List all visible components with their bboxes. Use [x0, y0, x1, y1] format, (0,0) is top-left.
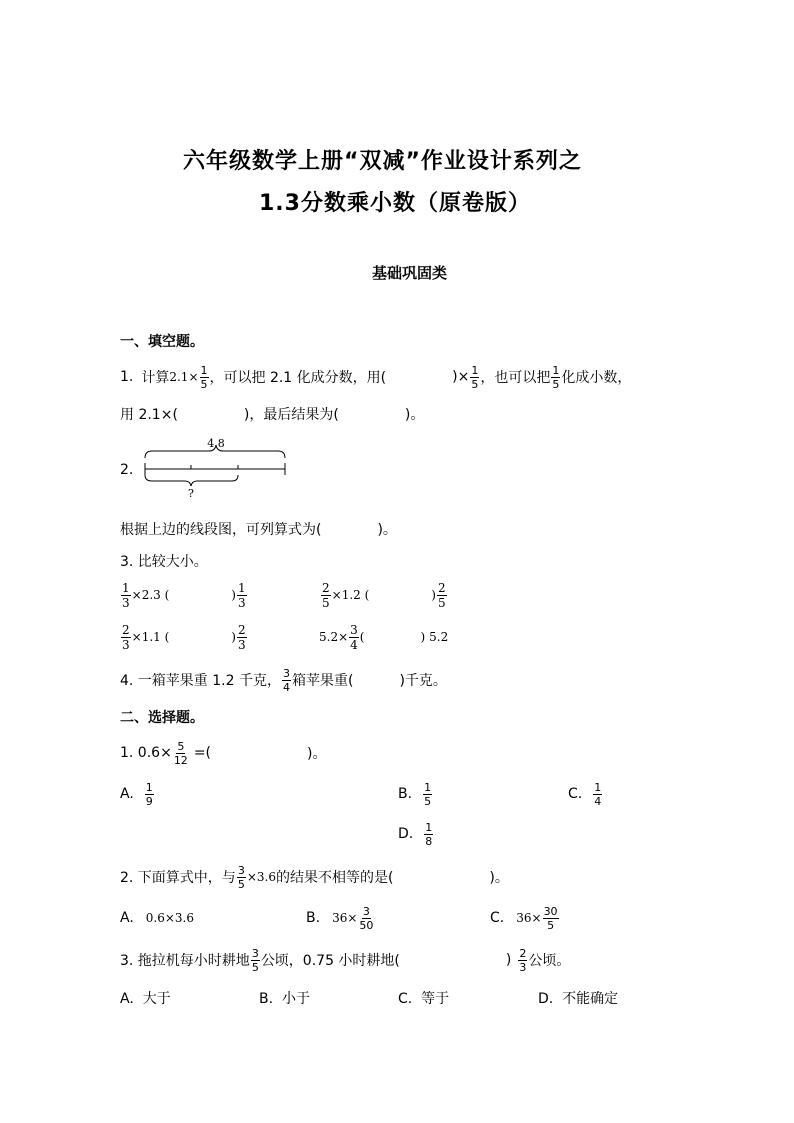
s2-q3-option-c[interactable] [398, 988, 449, 1008]
compare-4-pre: 5.2× [319, 630, 349, 644]
compare-3-frac: $\frac{2}{3}$ [122, 622, 130, 652]
s2-q1-option-b[interactable] [398, 778, 433, 810]
option-a-frac: $\frac{1}{9}$ [145, 780, 153, 808]
s2-q1 [120, 736, 326, 770]
compare-2-rfrac: $\frac{2}{5}$ [437, 580, 446, 610]
s1-q1-frac3: $\frac{1}{5}$ [552, 363, 560, 391]
s2-q2-option-a-label: A. [120, 910, 134, 926]
compare-3-mid: ×1.1 ( [131, 630, 170, 644]
s1-q1-text5: 化成小数， [561, 370, 632, 386]
compare-2-close: ) [431, 588, 436, 602]
s1-q1-line1 [120, 362, 631, 392]
compare-item-2 [320, 578, 448, 612]
line-segment-diagram [140, 434, 300, 504]
s1-q3-heading: 3. 比较大小。 [120, 554, 208, 570]
s2-q3-option-d-text: 不能确定 [562, 991, 619, 1007]
title-line-1: 六年级数学上册“双减”作业设计系列之 [183, 149, 582, 174]
s2-q2 [120, 860, 509, 894]
s2-q3-frac1: $\frac{3}{5}$ [251, 946, 259, 974]
s1-q1-frac1: $\frac{1}{5}$ [200, 363, 208, 391]
compare-4-close: ) [420, 630, 426, 644]
s1-q1-text2: ，可以把 2.1 化成分数，用( [209, 370, 387, 386]
s2-q3-d: 公顷。 [528, 953, 571, 969]
s2-q2-frac: $\frac{3}{5}$ [237, 863, 245, 891]
option-b-frac: $\frac{1}{5}$ [424, 780, 432, 808]
s1-q2-text [120, 519, 397, 539]
s1-q1-expr: 2.1× [169, 370, 199, 384]
s2-q3-option-c-label: C. [398, 991, 413, 1007]
compare-item-1 [120, 578, 248, 612]
s2-q2-option-a-text: 0.6×3.6 [145, 911, 195, 925]
s2-q1-frac: $\frac{5}{12}$ [173, 739, 188, 767]
s2-q2-option-b-frac: $\frac{3}{50}$ [359, 904, 374, 932]
s2-q3-a: 3. 拖拉机每小时耕地 [120, 953, 250, 969]
subheading: 基础巩固类 [372, 264, 448, 282]
compare-item-3 [120, 620, 248, 654]
compare-1-close: ) [231, 588, 236, 602]
s2-q2-a: 2. 下面算式中，与 [120, 870, 236, 886]
s2-q3 [120, 943, 570, 977]
s1-q1-line2-a: 用 2.1×( [120, 407, 178, 423]
option-d-label: D. [398, 826, 414, 842]
s2-q2-option-a[interactable] [120, 902, 194, 934]
s2-q3-option-b-text: 小于 [281, 991, 310, 1007]
s2-q1-option-d[interactable] [398, 818, 434, 850]
s2-q3-frac2: $\frac{2}{3}$ [519, 946, 527, 974]
compare-1-mid: ×2.3 ( [131, 588, 170, 602]
compare-3-rfrac: $\frac{2}{3}$ [237, 622, 246, 652]
s2-q3-b: 公顷，0.75 小时耕地( [260, 953, 400, 969]
s1-q1-line2 [120, 404, 424, 424]
top-label: 4.8 [207, 437, 225, 450]
s2-q3-option-d[interactable] [538, 988, 618, 1008]
option-c-label: C. [568, 786, 583, 802]
section1-heading: 一、填空题。 [120, 334, 204, 350]
s1-q1-frac2: $\frac{1}{5}$ [471, 363, 479, 391]
s2-q3-option-a[interactable] [120, 988, 171, 1008]
bottom-brace [145, 475, 238, 486]
s2-q3-option-b-label: B. [259, 991, 274, 1007]
s1-q1-num: 1. [120, 369, 134, 385]
compare-2-frac: $\frac{2}{5}$ [322, 580, 330, 610]
compare-item-4 [319, 620, 448, 654]
s1-q1-text4: ，也可以把 [480, 370, 551, 386]
s2-q3-option-a-label: A. [120, 991, 134, 1007]
s1-q4-frac: $\frac{3}{4}$ [282, 666, 290, 694]
s2-q2-option-c[interactable] [490, 902, 560, 934]
s2-q1-b: =( [193, 745, 212, 761]
s2-q3-option-d-label: D. [538, 991, 554, 1007]
s2-q1-option-c[interactable] [568, 778, 603, 810]
s1-q4-b: 箱苹果重( [291, 673, 354, 689]
bottom-label: ? [188, 487, 194, 500]
s2-q3-option-b[interactable] [259, 988, 310, 1008]
s2-q2-option-b-pre: 36× [332, 911, 358, 925]
s1-q4 [120, 664, 447, 696]
section2-heading: 二、选择题。 [120, 710, 204, 726]
s2-q2-option-c-label: C. [490, 910, 505, 926]
s2-q2-c: 的结果不相等的是( [275, 870, 394, 886]
s1-q2-text-b: )。 [377, 522, 397, 538]
s2-q3-option-c-text: 等于 [421, 991, 450, 1007]
s1-q1-line2-c: )。 [404, 407, 425, 423]
s2-q2-b: ×3.6 [246, 870, 276, 884]
compare-4-rtext: 5.2 [429, 630, 449, 644]
s1-q4-c: )千克。 [399, 673, 447, 689]
s2-q2-option-c-pre: 36× [516, 911, 542, 925]
s1-q2-num: 2. [120, 462, 134, 478]
option-d-frac: $\frac{1}{8}$ [425, 820, 433, 848]
s2-q3-option-a-text: 大于 [142, 991, 171, 1007]
s2-q2-d: )。 [489, 870, 509, 886]
s2-q3-c: ) [505, 952, 512, 968]
s1-q1-line2-b: )，最后结果为( [243, 407, 339, 423]
s2-q2-option-b-label: B. [306, 910, 321, 926]
s2-q1-option-a[interactable] [120, 778, 155, 810]
option-b-label: B. [398, 786, 413, 802]
s2-q2-option-c-frac: $\frac{30}{5}$ [543, 904, 558, 932]
s2-q1-a: 1. 0.6× [120, 745, 172, 761]
compare-1-rfrac: $\frac{1}{3}$ [237, 580, 246, 610]
option-c-frac: $\frac{1}{4}$ [594, 780, 602, 808]
s1-q1-text1: 计算 [141, 370, 170, 386]
s2-q2-option-b[interactable] [306, 902, 375, 934]
option-a-label: A. [120, 786, 134, 802]
s1-q1-text3: )× [452, 369, 470, 385]
compare-2-mid: ×1.2 ( [331, 588, 370, 602]
compare-3-close: ) [231, 630, 236, 644]
s1-q2-text-a: 根据上边的线段图，可列算式为( [120, 522, 322, 538]
title-line-2: 1.3分数乘小数（原卷版） [259, 191, 531, 216]
compare-4-mid: ( [359, 630, 365, 644]
compare-1-frac: $\frac{1}{3}$ [122, 580, 130, 610]
s2-q1-c: )。 [307, 746, 327, 762]
compare-4-frac: $\frac{3}{4}$ [350, 622, 358, 652]
s1-q4-a: 4. 一箱苹果重 1.2 千克， [120, 673, 281, 689]
